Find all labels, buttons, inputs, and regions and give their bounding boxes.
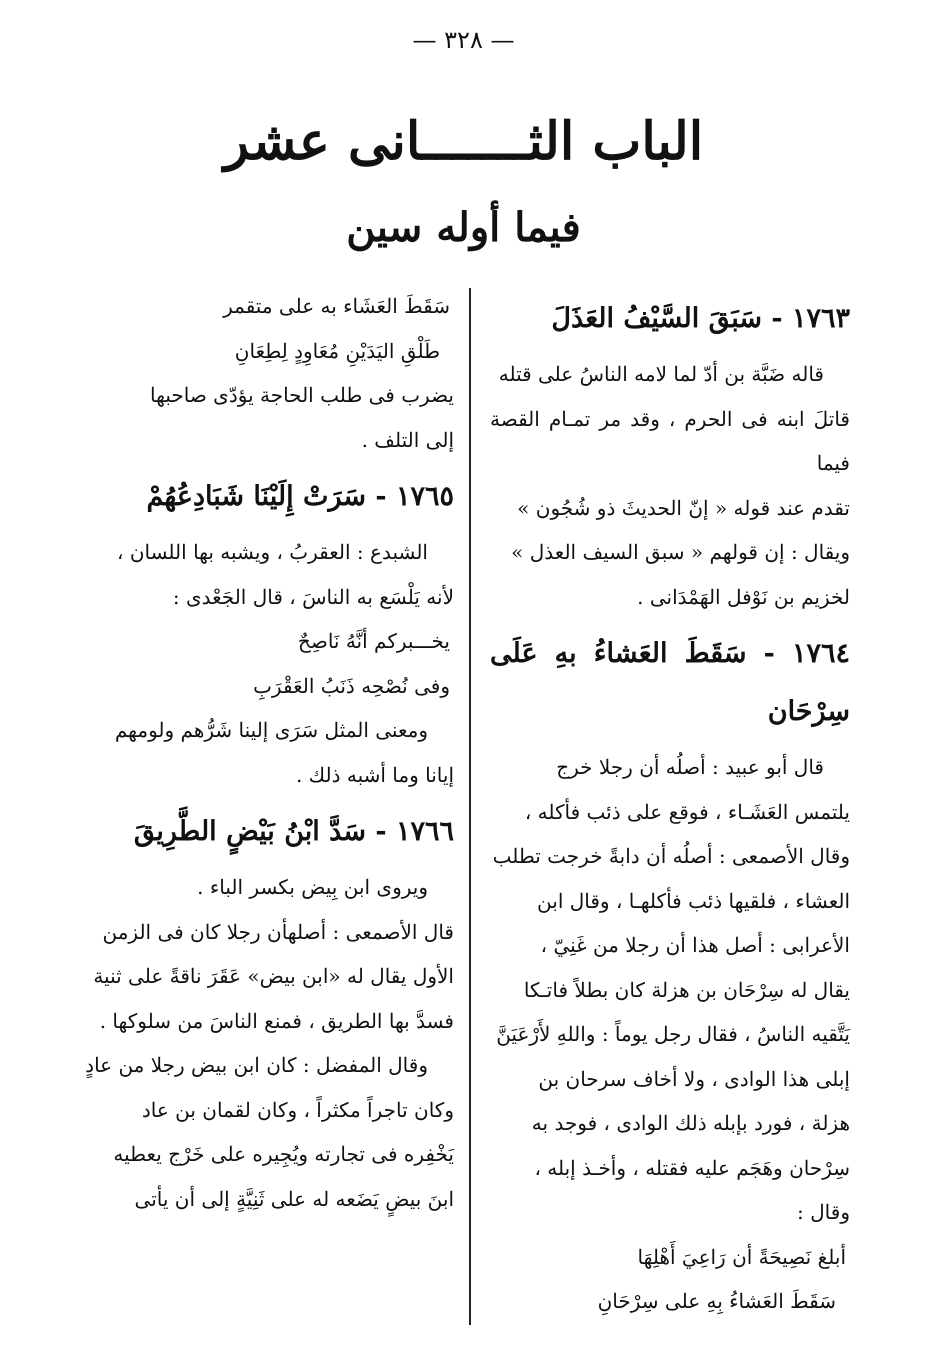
verse-line: وفى نُصْحِه ذَنَبُ العَقْرَبِ <box>253 673 450 698</box>
text-line: ومعنى المثل سَرَى إلينا شَرُّهم ولومهم <box>114 718 428 742</box>
chapter-subtitle: فيما أوله سين <box>346 204 581 251</box>
entry-1766 <box>74 803 454 1221</box>
text-line: قاله ضَبَّة بن أدّ لما لامه الناسُ على قتله <box>498 362 824 386</box>
text-line: لخزيم بن نَوْفل الهَمْدَانى . <box>637 584 850 609</box>
text-line: ابنَ بيضٍ يَضَعه له على ثَنِيَّةٍ إلى أن يأتى <box>134 1186 454 1211</box>
text-line: وقال : <box>797 1200 850 1224</box>
entry-1764 <box>490 625 850 1324</box>
text-line: إيانا وما أشبه ذلك . <box>295 762 454 787</box>
text-line: ويقال : إن قولهم « سبق السيف العذل » <box>511 540 850 564</box>
text-line: ويروى ابن بِيض بكسر الباء . <box>197 875 428 899</box>
verse-line: يخـــبركم أنَّهُ نَاصِحٌ <box>297 629 450 653</box>
text-line: الأول يقال له «ابن بيض» عَقَرَ ناقةً على ثنية <box>93 964 454 988</box>
text-line: يضرب فى طلب الحاجة يؤدّى صاحبها <box>150 383 454 407</box>
text-line: هزلة ، فورد بإبله ذلك الوادى ، فوجد به <box>531 1111 850 1135</box>
text-line: قاتلَ ابنه فى الحرم ، وقد مر تمـام القصة فيما <box>490 406 850 475</box>
verse-line: أبلغ نَصِيحَةً أن رَاعِيَ أَهْلِهَا <box>637 1244 846 1269</box>
entry-heading: ١٧٦٥ - سَرَتْ إِلَيْنَا شَبَادِعُهُمْ <box>146 481 454 512</box>
text-line: يقال له سِرْحَان بن هزلة كان بطلاً فاتـكا <box>523 977 850 1002</box>
column-divider <box>469 288 471 1325</box>
entry-heading: ١٧٦٣ - سَبَقَ السَّيْفُ العَذَلَ <box>551 303 850 334</box>
verse-line: سَقَطَ العَشَاء به على متقمر <box>223 294 450 318</box>
text-line: العشاء ، فلقيها ذئب فأكلهـا ، وقال ابن <box>537 888 850 913</box>
text-line: يَتَّقيه الناسُ ، فقال رجل يوماً : واللهِ لأَرْعَيَنَّ <box>496 1022 850 1046</box>
text-line: وقال المفضل : كان ابن بيض رجلا من عادٍ <box>85 1053 428 1077</box>
text-line: قال الأصمعى : أصلهأن رجلا كان فى الزمن <box>102 919 454 944</box>
left-column <box>74 284 454 1221</box>
text-line: سِرْحان وهَجَم عليه فقتله ، وأخـذ إبله ، <box>534 1155 850 1180</box>
text-line: إبلى هذا الوادى ، ولا أخاف سرحان بن <box>538 1066 850 1091</box>
verse-line: سَقَطَ العَشاءُ بِهِ على سِرْحَانِ <box>597 1289 836 1313</box>
page-number: — ٣٢٨ — <box>412 26 515 54</box>
text-line: فسدَّ بها الطريق ، فمنع الناسَ من سلوكها . <box>99 1008 454 1033</box>
text-line: الشبدع : العقربُ ، ويشبه بها اللسان ، <box>117 540 428 564</box>
right-column <box>490 284 850 1324</box>
text-line: إلى التلف . <box>361 427 454 452</box>
entry-heading: ١٧٦٤ - سَقَطَ العَشاءُ بهِ عَلَى سِرْحَان <box>490 638 850 727</box>
verse-line: طَلْقِ اليَدَيْنِ مُعَاوِدٍ لِطِعَانِ <box>234 338 440 363</box>
text-line: يَخْفِره فى تجارته ويُجِيره على خَرْج يعطيه <box>113 1142 454 1166</box>
entry-1764-continuation <box>74 284 454 462</box>
text-line: وكان تاجراً مكثراً ، وكان لقمان بن عاد <box>141 1097 454 1122</box>
text-line: قال أبو عبيد : أصلُه أن رجلا خرج <box>556 755 824 779</box>
chapter-title: الباب الثـــــــانى عشر <box>223 111 704 172</box>
entry-heading: ١٧٦٦ - سَدَّ ابْنُ بَيْضٍ الطَّرِيقَ <box>133 816 454 847</box>
entry-1765 <box>74 468 454 797</box>
text-line: الأعرابى : أصل هذا أن رجلا من غَنِيّ ، <box>540 933 850 957</box>
text-line: تقدم عند قوله « إنّ الحديثَ ذو شُجُون » <box>517 495 850 520</box>
entry-1763 <box>490 290 850 619</box>
text-line: يلتمس العَشَـاء ، فوقع على ذئب فأكله ، <box>524 799 850 824</box>
text-line: لأنه يَلْسَع به الناسَ ، قال الجَعْدى : <box>172 584 454 609</box>
text-line: وقال الأصمعى : أصلُه أن دابةً خرجت تطلب <box>492 844 850 868</box>
